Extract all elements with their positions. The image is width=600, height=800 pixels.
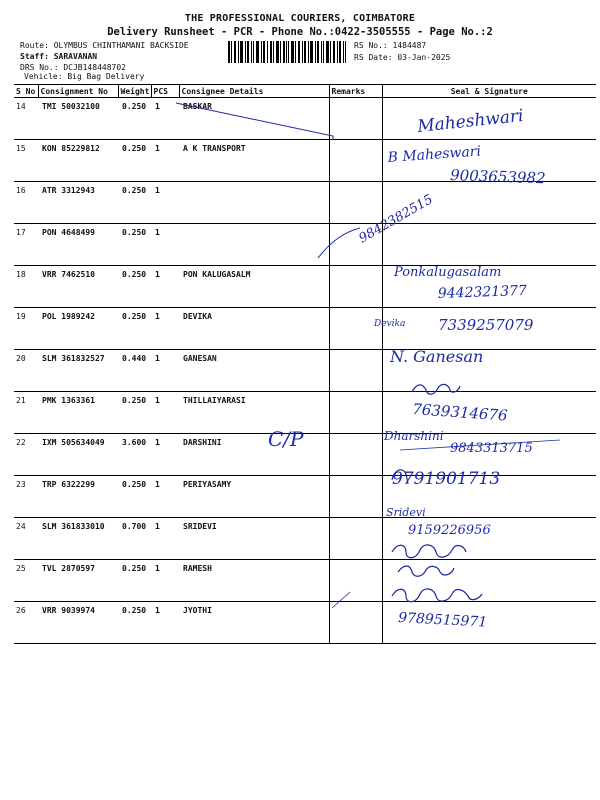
signature-15-name: B Maheswari [387,143,482,166]
cell-pcs: 1 [151,266,179,308]
cell-consignment: TRP 6322299 [38,476,118,518]
cell-seal-signature [382,266,596,308]
cell-consignment: TVL 2870597 [38,560,118,602]
col-header-sno: S No [14,85,38,98]
cell-sno: 14 [14,98,38,140]
cell-weight: 0.250 [118,560,151,602]
cell-sno: 16 [14,182,38,224]
drs-number: DRS No.: DCJB148448702 [20,63,126,72]
cell-pcs: 1 [151,182,179,224]
signature-21-phone: 7639314676 [411,400,509,425]
cell-sno: 25 [14,560,38,602]
runsheet-title: Delivery Runsheet - PCR - Phone No.:0422-3505555 - Page No.:2 [107,26,493,38]
cell-remarks [329,266,382,308]
cell-consignment: POL 1989242 [38,308,118,350]
table-row [14,98,596,140]
cell-weight: 0.250 [118,266,151,308]
cell-remarks [329,140,382,182]
signature-24-phone: 9159226956 [408,523,491,538]
cell-consignee [179,182,329,224]
signature-22-mark: C/P [268,427,304,451]
cell-weight: 0.250 [118,308,151,350]
cell-seal-signature [382,98,596,140]
cell-pcs: 1 [151,98,179,140]
cell-sno: 26 [14,602,38,644]
cell-pcs: 1 [151,224,179,266]
cell-consignment: VRR 9039974 [38,602,118,644]
cell-weight: 0.250 [118,224,151,266]
signature-26-phone: 9789515971 [397,610,488,631]
staff-line [20,51,97,62]
cell-remarks [329,476,382,518]
cell-weight: 0.250 [118,98,151,140]
table-row [14,308,596,350]
cell-consignee: RAMESH [179,560,329,602]
cell-consignee: THILLAIYARASI [179,392,329,434]
col-header-consignment: Consignment No [38,85,118,98]
signature-22-name: Dharshini [384,429,444,443]
cell-consignee: BASKAR [179,98,329,140]
staff-name: SARAVANAN [53,52,98,61]
table-row [14,602,596,644]
cell-consignee: DEVIKA [179,308,329,350]
cell-consignee: PERIYASAMY [179,476,329,518]
cell-consignee: SRIDEVI [179,518,329,560]
route-text: Route: OLYMBUS CHINTHAMANI BACKSIDE [20,41,189,50]
staff-label: Staff: [20,52,49,61]
rs-date: RS Date: 03-Jan-2025 [354,53,451,62]
signature-19-name: Devika [374,319,406,329]
cell-weight: 3.600 [118,434,151,476]
cell-remarks [329,224,382,266]
cell-weight: 0.250 [118,602,151,644]
signature-18-name: Ponkalugasalam [394,265,502,280]
company-title: THE PROFESSIONAL COURIERS, COIMBATORE [184,13,416,24]
cell-consignment: VRR 7462510 [38,266,118,308]
cell-sno: 19 [14,308,38,350]
cell-remarks [329,392,382,434]
cell-pcs: 1 [151,476,179,518]
table-row [14,350,596,392]
table-row [14,140,596,182]
cell-consignment: PON 4648499 [38,224,118,266]
table-row [14,224,596,266]
cell-seal-signature [382,560,596,602]
table-header-row [14,85,596,98]
cell-remarks [329,602,382,644]
cell-seal-signature [382,476,596,518]
col-header-seal: Seal & Signature [382,85,596,98]
cell-consignee: PON KALUGASALM [179,266,329,308]
col-header-remarks: Remarks [329,85,382,98]
cell-pcs: 1 [151,308,179,350]
cell-weight: 0.250 [118,392,151,434]
cell-seal-signature [382,350,596,392]
cell-consignment: KON 85229812 [38,140,118,182]
cell-seal-signature [382,392,596,434]
cell-seal-signature [382,140,596,182]
signature-18-phone: 9442321377 [437,282,528,302]
col-header-pcs: PCS [151,85,179,98]
cell-consignment: SLM 361833010 [38,518,118,560]
table-row [14,434,596,476]
cell-weight: 0.250 [118,476,151,518]
col-header-consignee: Consignee Details [179,85,329,98]
table-row [14,182,596,224]
signature-24-name: Sridevi [386,506,426,519]
runsheet-table [14,84,596,644]
cell-weight: 0.700 [118,518,151,560]
cell-consignee [179,224,329,266]
signature-14: Maheshwari [416,105,525,137]
cell-pcs: 1 [151,434,179,476]
col-header-weight: Weight [118,85,151,98]
rs-number: RS No.: 1484487 [354,41,427,50]
cell-remarks [329,308,382,350]
table-row [14,476,596,518]
signature-15-phone: 9003653982 [449,166,546,188]
cell-seal-signature [382,434,596,476]
cell-seal-signature [382,602,596,644]
cell-consignee: DARSHINI [179,434,329,476]
cell-remarks [329,434,382,476]
cell-consignee: JYOTHI [179,602,329,644]
cell-pcs: 1 [151,392,179,434]
cell-pcs: 1 [151,602,179,644]
cell-seal-signature [382,518,596,560]
table-row [14,560,596,602]
signature-20: N. Ganesan [390,347,484,366]
barcode [228,41,346,63]
signature-23-phone: 9791901713 [392,469,501,489]
cell-consignee: GANESAN [179,350,329,392]
cell-sno: 24 [14,518,38,560]
table-row [14,518,596,560]
cell-pcs: 1 [151,350,179,392]
cell-remarks [329,560,382,602]
signature-22-phone: 9843313715 [450,441,533,456]
cell-consignment: SLM 361832527 [38,350,118,392]
vehicle-text: Vehicle: Big Bag Delivery [24,72,145,81]
cell-weight: 0.250 [118,140,151,182]
cell-pcs: 1 [151,560,179,602]
cell-consignment: IXM 505634049 [38,434,118,476]
table-row [14,392,596,434]
cell-sno: 17 [14,224,38,266]
cell-sno: 22 [14,434,38,476]
cell-remarks [329,98,382,140]
table-row [14,266,596,308]
cell-weight: 0.250 [118,182,151,224]
cell-seal-signature [382,308,596,350]
signature-17: 9842382515 [356,192,436,247]
cell-pcs: 1 [151,518,179,560]
cell-consignee: A K TRANSPORT [179,140,329,182]
cell-consignment: ATR 3312943 [38,182,118,224]
cell-sno: 23 [14,476,38,518]
cell-seal-signature [382,182,596,224]
cell-sno: 21 [14,392,38,434]
cell-pcs: 1 [151,140,179,182]
cell-sno: 15 [14,140,38,182]
cell-weight: 0.440 [118,350,151,392]
cell-remarks [329,518,382,560]
cell-remarks [329,350,382,392]
signature-19-phone: 7339257079 [438,316,534,334]
cell-sno: 20 [14,350,38,392]
cell-consignment: PMK 1363361 [38,392,118,434]
cell-consignment: TMI 50032100 [38,98,118,140]
cell-seal-signature [382,224,596,266]
cell-remarks [329,182,382,224]
cell-sno: 18 [14,266,38,308]
